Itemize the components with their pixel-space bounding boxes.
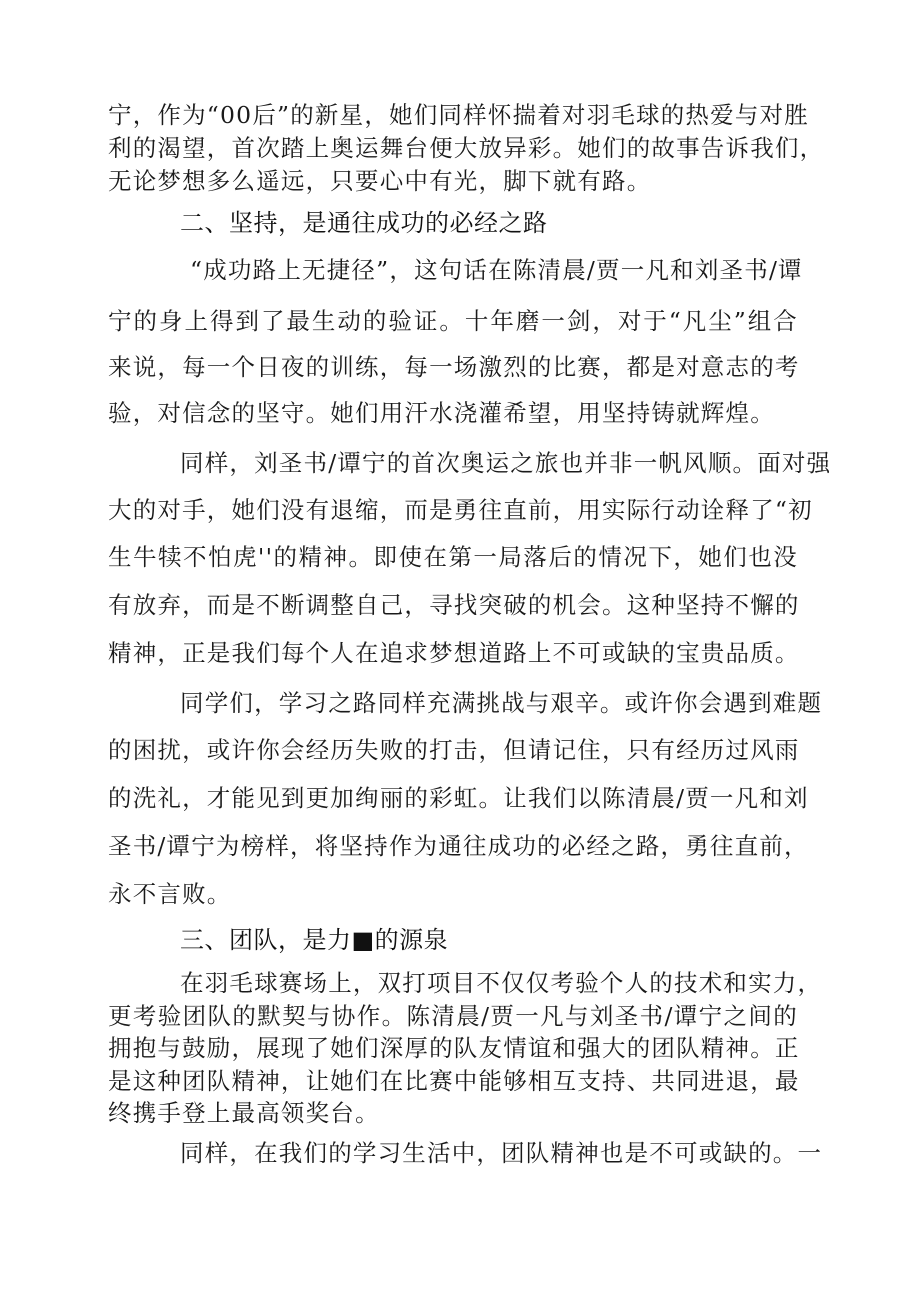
text-line: 利的渴望，首次踏上奥运舞台便大放异彩。她们的故事告诉我们， bbox=[108, 134, 825, 162]
text-line: 的洗礼，才能见到更加绚丽的彩虹。让我们以陈清晨/贾一凡和刘 bbox=[108, 784, 809, 812]
text-line: 同学们，学习之路同样充满挑战与艰辛。或许你会遇到难题 bbox=[180, 689, 823, 717]
section-heading-3: 三、团队，是力■的源泉 bbox=[180, 926, 449, 954]
text-line: 圣书/谭宁为榜样，将坚持作为通往成功的必经之路，勇往直前， bbox=[108, 832, 809, 860]
section-heading-2: 二、坚持，是通往成功的必经之路 bbox=[180, 209, 548, 237]
text-line: 同样，在我们的学习生活中，团队精神也是不可或缺的。一 bbox=[180, 1139, 823, 1167]
text-line: 更考验团队的默契与协作。陈清晨/贾一凡与刘圣书/谭宁之间的 bbox=[108, 1002, 798, 1030]
text-line: 宁，作为“00后”的新星，她们同样怀揣着对羽毛球的热爱与对胜 bbox=[108, 101, 809, 129]
text-line: 的困扰，或许你会经历失败的打击，但请记住，只有经历过风雨 bbox=[108, 736, 800, 764]
text-line: 验，对信念的坚守。她们用汗水浇灌希望，用坚持铸就辉煌。 bbox=[108, 399, 775, 427]
text-line: 终携手登上最高领奖台。 bbox=[108, 1099, 380, 1127]
text-line: 永不言败。 bbox=[108, 880, 232, 908]
text-line: 拥抱与鼓励，展现了她们深厚的队友情谊和强大的团队精神。正 bbox=[108, 1034, 800, 1062]
text-line: 生牛犊不怕虎''的精神。即使在第一局落后的情况下，她们也没 bbox=[108, 543, 798, 571]
text-line: 是这种团队精神，让她们在比赛中能够相互支持、共同进退，最 bbox=[108, 1067, 800, 1095]
text-line: 在羽毛球赛场上，双打项目不仅仅考验个人的技术和实力， bbox=[180, 969, 823, 997]
text-line: 来说，每一个日夜的训练，每一场激烈的比赛，都是对意志的考 bbox=[108, 353, 800, 381]
text-line: 大的对手，她们没有退缩，而是勇往直前，用实际行动诠释了“初 bbox=[108, 496, 813, 524]
text-line: 无论梦想多么遥远，只要心中有光，脚下就有路。 bbox=[108, 167, 652, 195]
text-line: “成功路上无捷径”，这句话在陈清晨/贾一凡和刘圣书/谭 bbox=[190, 256, 803, 284]
text-line: 有放弃，而是不断调整自己，寻找突破的机会。这种坚持不懈的 bbox=[108, 591, 800, 619]
text-line: 同样，刘圣书/谭宁的首次奥运之旅也并非一帆风顺。面对强 bbox=[180, 449, 832, 477]
text-line: 精神，正是我们每个人在追求梦想道路上不可或缺的宝贵品质。 bbox=[108, 639, 800, 667]
text-line: 宁的身上得到了最生动的验证。十年磨一剑，对于“凡尘”组合 bbox=[108, 307, 798, 335]
